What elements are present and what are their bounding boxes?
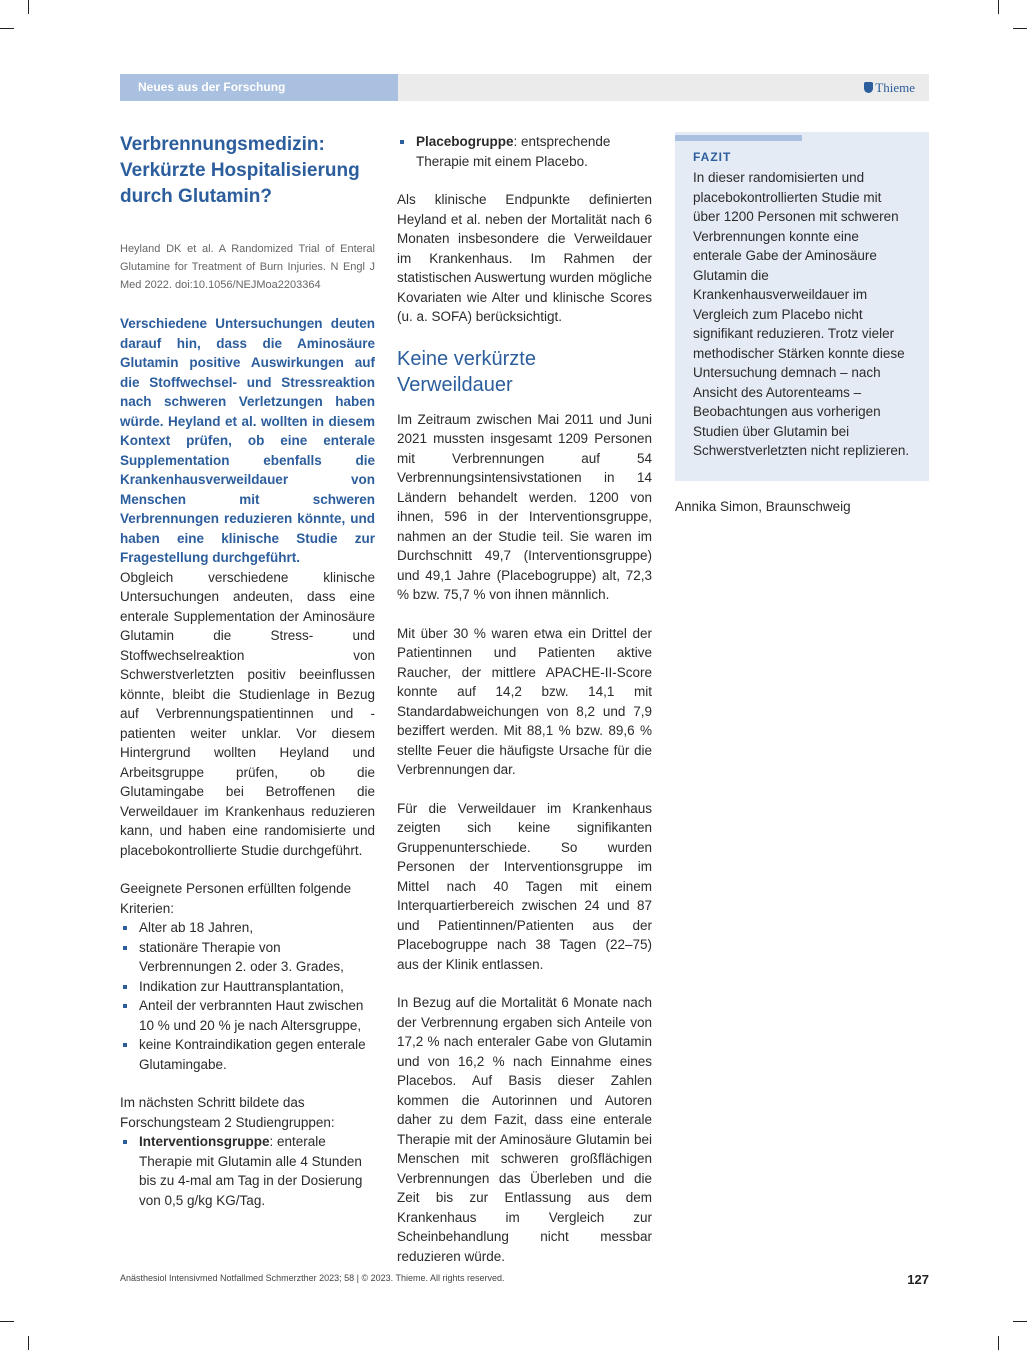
- body-paragraph: Im Zeitraum zwischen Mai 2011 und Juni 2021 mussten insgesamt 1209 Personen mit Verbrennungen auf 54 Verbrennungsintensivstationen in 14 Ländern behandelt werden. 1200 von ihnen, 596 in der Interventionsgruppe, nahmen an der Studie teil. Sie waren im Durchschnitt 49,7 (Interventionsgruppe) und 49,1 Jahre (Placebogruppe) alt, 72,3 % bzw. 75,7 % von ihnen männlich.: [397, 411, 652, 602]
- crop-mark: [0, 28, 14, 29]
- criteria-list: [120, 918, 375, 1074]
- conclusion-text: In dieser randomisierten und placebokontrollierten Studie mit über 1200 Personen mit schweren Verbrennungen konnte eine enterale Gabe der Aminosäure Glutamin die Krankenhausverweildauer im Vergleich zum Placebo nicht signifikant reduzieren. Trotz vieler methodischer Stärken konnte diese Untersuchung demnach – nach Ansicht des Autorenteams – Beobachtungen aus vorherigen Studien über Glutamin bei Schwerstverletzten nicht replizieren.: [693, 170, 910, 458]
- conclusion-title: FAZIT: [693, 150, 732, 164]
- list-item: Alter ab 18 Jahren,: [120, 918, 375, 938]
- body-paragraph: Obgleich verschiedene klinische Untersuchungen andeuten, dass eine enterale Supplementation der Aminosäure Glutamin die Stress- und Stoffwechselreaktion von Schwerstverletzten positiv beeinflussen könnte, bleibt die Studienlage in Bezug auf Verbrennungspatientinnen und -patienten weiter unklar. Vor diesem Hintergrund wollten Heyland und Arbeitsgruppe prüfen, ob die Glutamingabe bei Betroffenen die Verweildauer im Krankenhaus reduzieren kann, und haben eine randomisierte und placebokontrollierte Studie durchgeführt.: [120, 569, 375, 858]
- section-heading: Keine verkürzte Verweildauer: [397, 347, 536, 396]
- lead-paragraph: Verschiedene Untersuchungen deuten darauf hin, dass die Aminosäure Glutamin positive Auswirkungen auf die Stoffwechsel- und Stressreaktion nach schweren Verletzungen haben würde. Heyland et al. wollten in diesem Kontext prüfen, ob eine enterale Supplementation ebenfalls die Krankenhausverweildauer von Menschen mit schweren Verbrennungen reduzieren könnte, und haben eine klinische Studie zur Fragestellung durchgeführt.: [120, 316, 375, 565]
- body-paragraph: In Bezug auf die Mortalität 6 Monate nach der Verbrennung ergaben sich Anteile von 17,2 % nach enteraler Gabe von Glutamin und von 16,2 % nach Einnahme eines Placebos. Auf Basis dieser Zahlen kommen die Autorinnen und Autoren daher zu dem Fazit, dass eine enterale Therapie mit der Aminosäure Glutamin bei Menschen mit schweren großflächigen Verbrennungen das Überleben und die Zeit bis zur Entlassung aus dem Krankenhaus im Vergleich zur Scheinbehandlung nicht messbar reduzieren würde.: [397, 995, 652, 1264]
- list-item: keine Kontraindikation gegen enterale Glutamingabe.: [120, 1035, 375, 1074]
- crop-mark: [1013, 1321, 1027, 1322]
- group-description: : enterale Therapie mit Glutamin alle 4 Stunden bis zu 4-mal am Tag in der Dosierung von 0,5 g/kg KG/Tag.: [139, 1134, 363, 1208]
- list-item: [120, 1132, 375, 1210]
- groups-list-continued: [397, 132, 652, 171]
- column-middle: [397, 132, 652, 1285]
- body-paragraph: Mit über 30 % waren etwa ein Drittel der Patientinnen und Patienten aktive Raucher, der mittlere APACHE-II-Score konnte auf 14,2 bzw. 14,1 mit Standardabweichungen von 8,2 und 7,9 beziffert werden. Mit 88,1 % bzw. 89,6 % stellte Feuer die häufigste Ursache für die Verbrennungen dar.: [397, 625, 652, 777]
- article-title: Verbrennungsmedizin: Verkürzte Hospitalisierung durch Glutamin?: [120, 134, 360, 207]
- list-item: [397, 132, 652, 171]
- group-term: Interventionsgruppe: [139, 1134, 270, 1149]
- list-item: stationäre Therapie von Verbrennungen 2. oder 3. Grades,: [120, 938, 375, 977]
- header-bar: [120, 74, 929, 101]
- crop-mark: [998, 0, 999, 14]
- groups-list: [120, 1132, 375, 1210]
- group-description: : entsprechende Therapie mit einem Placebo.: [416, 134, 611, 169]
- body-paragraph: Für die Verweildauer im Krankenhaus zeigten sich keine signifikanten Gruppenunterschiede. So wurden Personen der Interventionsgruppe im Mittel nach 40 Tagen mit einem Interquartierbereich zwischen 24 und 87 und Patientinnen/Patienten aus der Placebogruppe nach 38 Tagen (22–75) aus der Klinik entlassen.: [397, 800, 652, 972]
- crop-mark: [28, 0, 29, 14]
- list-item: Anteil der verbrannten Haut zwischen 10 % und 20 % je nach Altersgruppe,: [120, 996, 375, 1035]
- page-number: 127: [907, 1272, 929, 1287]
- section-label: Neues aus der Forschung: [120, 74, 398, 101]
- footer-citation: Anästhesiol Intensivmed Notfallmed Schmerzther 2023; 58 | © 2023. Thieme. All rights reserved.: [120, 1273, 505, 1283]
- crop-mark: [1013, 28, 1027, 29]
- publisher-logo: [864, 74, 915, 101]
- author-credit: Annika Simon, Braunschweig: [675, 498, 851, 514]
- list-item: Indikation zur Hauttransplantation,: [120, 977, 375, 997]
- column-right: [675, 132, 929, 516]
- crop-mark: [28, 1336, 29, 1350]
- article-reference: Heyland DK et al. A Randomized Trial of Enteral Glutamine for Treatment of Burn Injuries. N Engl J Med 2022. doi:10.1056/NEJMoa2203364: [120, 243, 375, 291]
- conclusion-box: [675, 132, 929, 481]
- publisher-logo-text: Thieme: [875, 80, 915, 95]
- groups-intro: Im nächsten Schritt bildete das Forschungsteam 2 Studiengruppen:: [120, 1095, 335, 1130]
- column-left: [120, 132, 375, 1229]
- thieme-shield-icon: [864, 82, 873, 93]
- body-paragraph: Als klinische Endpunkte definierten Heyland et al. neben der Mortalität nach 6 Monaten insbesondere die Verweildauer im Krankenhaus. Im Rahmen der statistischen Auswertung wurden mögliche Kovariaten wie Alter und klinische Scores (u. a. SOFA) berücksichtigt.: [397, 192, 652, 324]
- criteria-intro: Geeignete Personen erfüllten folgende Kriterien:: [120, 881, 352, 916]
- crop-mark: [0, 1321, 14, 1322]
- group-term: Placebogruppe: [416, 134, 514, 149]
- conclusion-accent-bar: [675, 135, 802, 141]
- crop-mark: [998, 1336, 999, 1350]
